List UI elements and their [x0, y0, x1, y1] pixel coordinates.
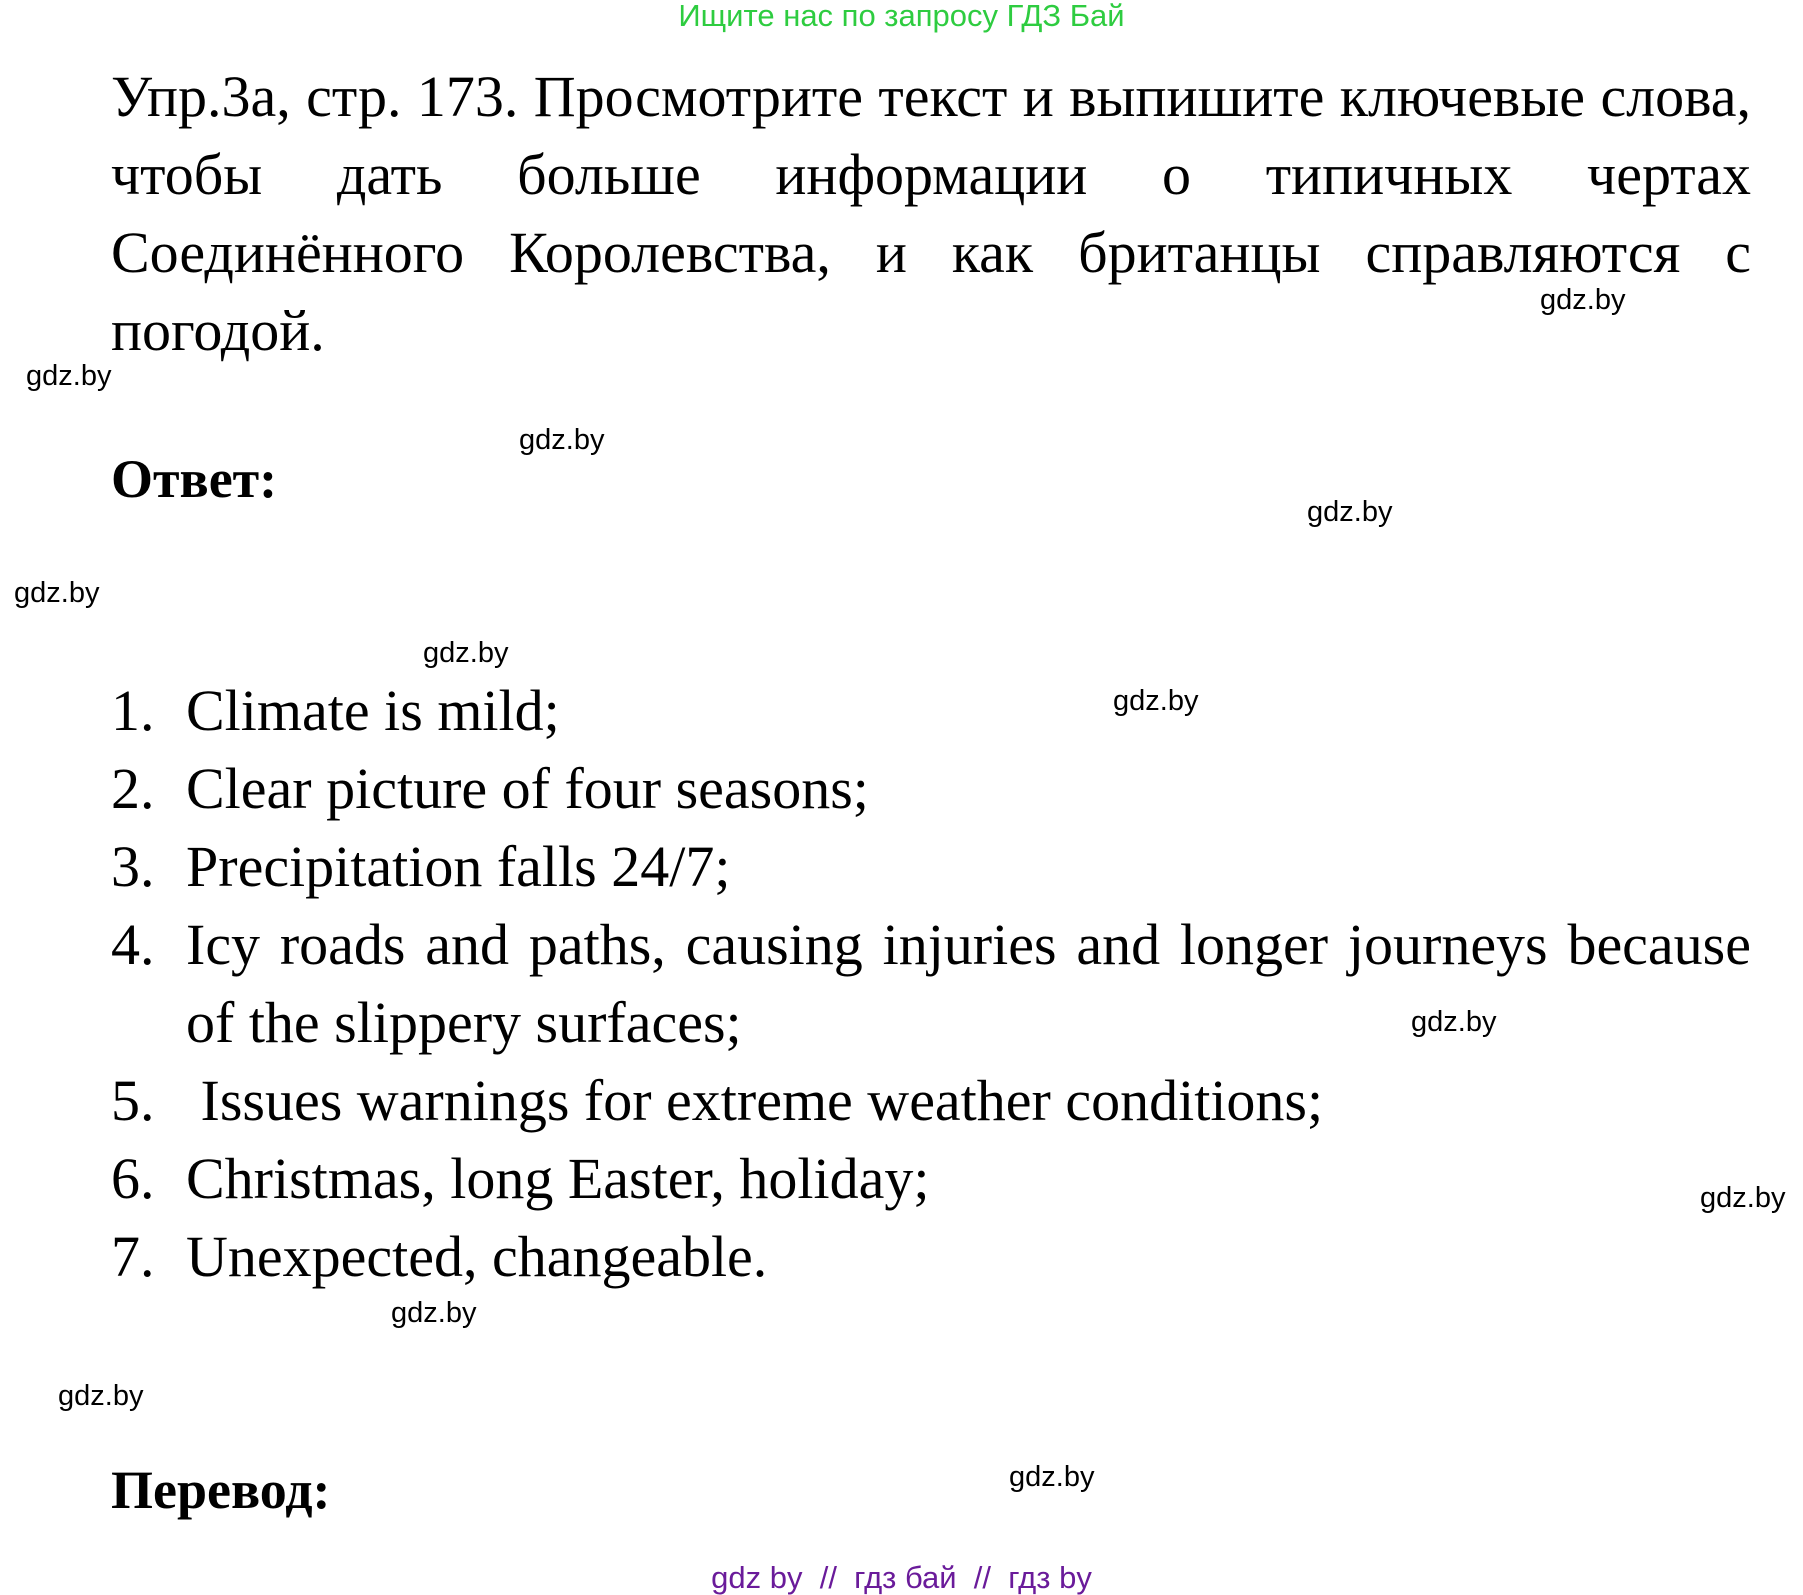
answer-item [111, 750, 1751, 828]
answer-text: Climate is mild; [186, 678, 560, 743]
answer-number: 6. [111, 1146, 155, 1211]
answer-number: 2. [111, 756, 155, 821]
bottom-banner: gdz by // гдз бай // гдз by [711, 1560, 1092, 1595]
watermark: gdz.by [391, 1297, 477, 1329]
watermark: gdz.by [1113, 685, 1199, 717]
watermark: gdz.by [1700, 1182, 1786, 1214]
answer-item [111, 672, 1751, 750]
answer-text: Icy roads and paths, causing injuries and longer journeys because of the slippery surfaces; [186, 912, 1751, 1055]
answer-item [111, 906, 1751, 1062]
answer-number: 1. [111, 678, 155, 743]
answer-text: Precipitation falls 24/7; [186, 834, 731, 899]
watermark: gdz.by [1411, 1006, 1497, 1038]
watermark: gdz.by [58, 1380, 144, 1412]
answer-number: 5. [111, 1068, 155, 1133]
watermark: gdz.by [26, 360, 112, 392]
watermark: gdz.by [1307, 496, 1393, 528]
watermark: gdz.by [1009, 1461, 1095, 1493]
watermark: gdz.by [14, 577, 100, 609]
answer-text: Unexpected, changeable. [186, 1224, 768, 1289]
answer-item [111, 1140, 1751, 1218]
answer-item [111, 1218, 1751, 1296]
translation-heading: Перевод: [111, 1460, 331, 1520]
answer-list [111, 672, 1751, 1296]
watermark: gdz.by [1540, 284, 1626, 316]
answer-text: Clear picture of four seasons; [186, 756, 869, 821]
answer-item [111, 1062, 1751, 1140]
answer-heading: Ответ: [111, 449, 278, 509]
watermark: gdz.by [423, 637, 509, 669]
watermark: gdz.by [519, 424, 605, 456]
answer-number: 4. [111, 912, 155, 977]
answer-item [111, 828, 1751, 906]
answer-number: 3. [111, 834, 155, 899]
answer-number: 7. [111, 1224, 155, 1289]
top-banner: Ищите нас по запросу ГДЗ Бай [678, 0, 1125, 33]
answer-text: Issues warnings for extreme weather conditions; [186, 1068, 1324, 1133]
answer-text: Christmas, long Easter, holiday; [186, 1146, 930, 1211]
task-text: Упр.3а, стр. 173. Просмотрите текст и выпишите ключевые слова, чтобы дать больше информации о типичных чертах Соединённого Королевства, и как британцы справляются с погодой. [111, 64, 1751, 363]
